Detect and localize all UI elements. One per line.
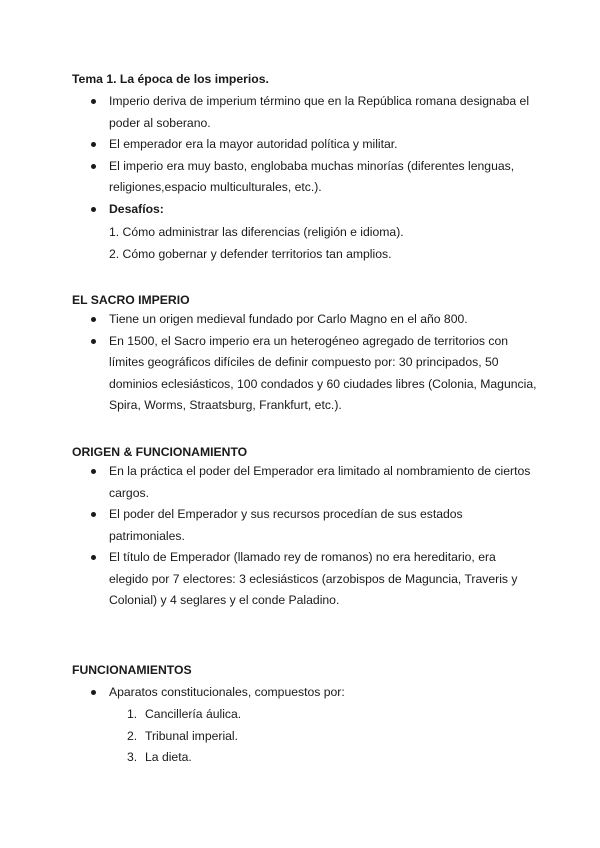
- list-item: El poder del Emperador y sus recursos procedían de sus estados patrimoniales.: [0, 504, 600, 547]
- list-item: [0, 704, 600, 726]
- section-title-origen-funcionamiento: ORIGEN & FUNCIONAMIENTO: [72, 445, 248, 459]
- list-item: 2. Cómo gobernar y defender territorios tan amplios.: [109, 246, 392, 261]
- list-item-text: Tribunal imperial.: [145, 728, 239, 743]
- list-item: En 1500, el Sacro imperio era un heterogéneo agregado de territorios con límites geográficos difíciles de definir compuesto por: 30 principados, 50 dominios eclesiásticos, 100 condados y 60 ciudades libres (Colonia, Maguncia, Spira, Worms, Straatsburg, Frankfurt, etc.).: [0, 331, 600, 417]
- section-title-funcionamientos: FUNCIONAMIENTOS: [72, 663, 192, 677]
- section-2-bullet-list: [0, 309, 600, 417]
- section-4-bullet-list: [0, 682, 600, 704]
- list-item: Imperio deriva de imperium término que en la República romana designaba el poder al soberano.: [0, 91, 600, 134]
- section-title-tema-1: Tema 1. La época de los imperios.: [72, 72, 269, 86]
- section-3-bullet-list: [0, 461, 600, 612]
- list-item: Tiene un origen medieval fundado por Carlo Magno en el año 800.: [0, 309, 600, 331]
- list-item: [0, 726, 600, 748]
- list-item-text: La dieta.: [145, 750, 192, 764]
- list-number: 2.: [127, 728, 138, 743]
- list-item: [0, 747, 600, 769]
- list-item: El título de Emperador (llamado rey de romanos) no era hereditario, era elegido por 7 electores: 3 eclesiásticos (arzobispos de Maguncia, Traveris y Colonial) y 4 seglares y el conde Paladino.: [0, 547, 600, 612]
- list-number: 3.: [127, 750, 138, 764]
- challenges-list: [109, 222, 404, 265]
- list-number: 1.: [127, 707, 138, 721]
- list-item: En la práctica el poder del Emperador era limitado al nombramiento de ciertos cargos.: [0, 461, 600, 504]
- constitutional-apparatus-list: [0, 704, 600, 769]
- list-item-text: Cancillería áulica.: [145, 707, 242, 721]
- list-item: El emperador era la mayor autoridad política y militar.: [0, 134, 600, 156]
- challenges-label: Desafíos:: [0, 199, 600, 221]
- list-item: 1. Cómo administrar las diferencias (religión e idioma).: [109, 225, 404, 239]
- list-item: Aparatos constitucionales, compuestos por:: [0, 682, 600, 704]
- section-1-bullet-list: [0, 91, 600, 220]
- list-item: El imperio era muy basto, englobaba muchas minorías (diferentes lenguas, religiones,espacio multiculturales, etc.).: [0, 156, 600, 199]
- section-title-sacro-imperio: EL SACRO IMPERIO: [72, 293, 190, 307]
